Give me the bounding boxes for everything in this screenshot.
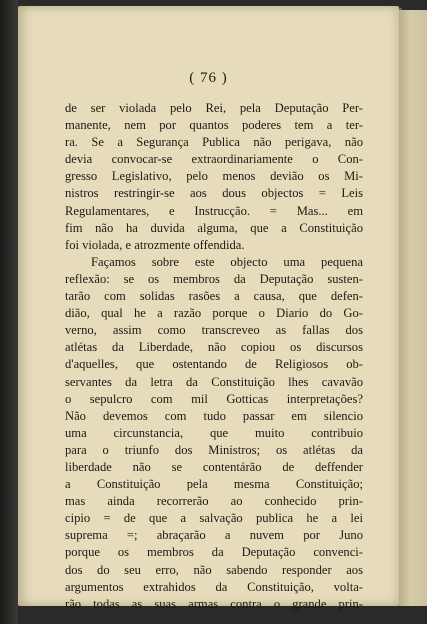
facing-page-edge xyxy=(399,10,427,606)
text-line: Regulamentares, e Instrucção. = Mas... em xyxy=(65,203,363,218)
text-line: atlétas da Liberdade, não copiou os discursos xyxy=(65,340,363,355)
text-line: d'aquelles, que ostentando de Religiosos ob- xyxy=(65,357,363,372)
text-line: devia convocar-se extraordinariamente o Con- xyxy=(65,152,363,167)
text-line: gresso Legislativo, pelo menos devião os Mi- xyxy=(65,169,363,184)
text-line: foi violada, e atrozmente offendida. xyxy=(65,237,245,252)
text-line: verno, assim como transcreveo as fallas dos xyxy=(65,323,363,338)
text-line: argumentos extrahidos da Constituição, volta- xyxy=(65,579,363,594)
text-line: reflexão: se os membros da Deputação susten- xyxy=(65,271,363,286)
text-line: fim não ha duvida alguma, que a Constituição xyxy=(65,220,363,235)
text-line: liberdade não se contentárão de deffender xyxy=(65,459,363,474)
text-line: ra. Se a Segurança Publica não perigava, não xyxy=(65,135,363,150)
text-line: cipio = de que a salvação publica he a lei xyxy=(65,511,363,526)
text-line: o sepulcro com mil Gotticas interpretações? xyxy=(65,391,363,406)
text-line: Façamos sobre este objecto uma pequena xyxy=(91,254,363,269)
text-line: mas ainda recorrerão ao conhecido prin- xyxy=(65,494,363,509)
text-line: porque os membros da Deputação convenci- xyxy=(65,545,363,560)
page-number: ( 76 ) xyxy=(189,70,228,86)
text-line: para o triunfo dos Ministros; os atlétas da xyxy=(65,442,363,457)
text-line: rão todas as suas armas contra o grande prin- xyxy=(65,596,363,611)
background-left-edge xyxy=(0,0,18,624)
text-line: tarão com solidas rasões a causa, que defen- xyxy=(65,289,363,304)
text-line: dos do seu erro, não sabendo responder aos xyxy=(65,562,363,577)
text-line: de ser violada pelo Rei, pela Deputação Per- xyxy=(65,101,363,115)
text-line: a Constituição pela mesma Constituição; xyxy=(65,477,363,492)
text-line: uma circunstancia, que muito contribuio xyxy=(65,425,363,440)
text-line: servantes da letra da Constituição lhes cavavão xyxy=(65,374,363,389)
text-line: manente, nem por quantos poderes tem a ter- xyxy=(65,118,363,133)
page-body-text xyxy=(65,100,363,613)
text-line: Não devemos com tudo passar em silencio xyxy=(65,408,363,423)
book-page xyxy=(18,6,399,611)
text-line: nistros restringir-se aos dous objectos = Leis xyxy=(65,186,363,201)
text-line: dião, qual he a razão porque o Diario do Go- xyxy=(65,306,363,321)
text-line: suprema =; abraçarão a nuvem por Juno xyxy=(65,528,363,543)
